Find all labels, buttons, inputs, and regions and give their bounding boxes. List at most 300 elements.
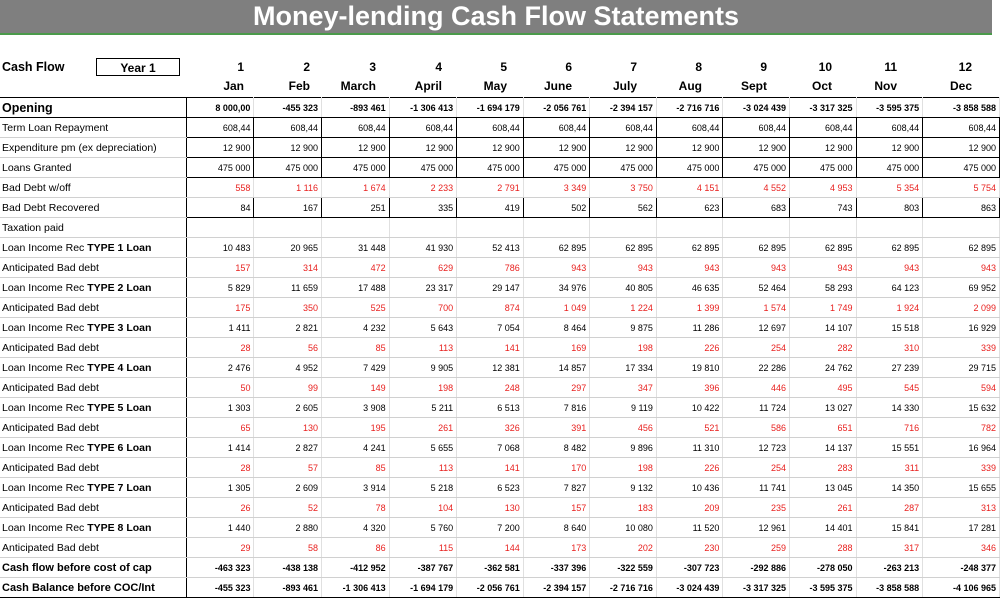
cell-april[interactable]: 9 905: [389, 358, 457, 378]
cell-nov[interactable]: 15 551: [856, 438, 923, 458]
cell-sept[interactable]: 608,44: [723, 118, 790, 138]
cell-dec[interactable]: 17 281: [923, 518, 1000, 538]
cell-aug[interactable]: 11 286: [656, 318, 723, 338]
cell-dec[interactable]: 475 000: [923, 158, 1000, 178]
cell-nov[interactable]: 15 518: [856, 318, 923, 338]
cell-march[interactable]: 85: [322, 338, 390, 358]
cell-june[interactable]: 608,44: [523, 118, 590, 138]
row-label[interactable]: Bad Debt w/off: [0, 178, 186, 198]
cell-feb[interactable]: 167: [254, 198, 322, 218]
cell-nov[interactable]: 62 895: [856, 238, 923, 258]
cell-june[interactable]: 8 464: [523, 318, 590, 338]
cell-may[interactable]: 248: [457, 378, 524, 398]
cell-oct[interactable]: 62 895: [790, 238, 857, 258]
cell-march[interactable]: 4 241: [322, 438, 390, 458]
cell-nov[interactable]: 64 123: [856, 278, 923, 298]
cell-oct[interactable]: 283: [790, 458, 857, 478]
cell-july[interactable]: 475 000: [590, 158, 657, 178]
cell-jan[interactable]: 1 305: [186, 478, 254, 498]
cell-jan[interactable]: 1 303: [186, 398, 254, 418]
cell-nov[interactable]: 310: [856, 338, 923, 358]
cell-jan[interactable]: 1 414: [186, 438, 254, 458]
cell-march[interactable]: [322, 218, 390, 238]
cell-april[interactable]: 5 211: [389, 398, 457, 418]
cell-dec[interactable]: 339: [923, 338, 1000, 358]
row-label[interactable]: Anticipated Bad debt: [0, 258, 186, 278]
cell-nov[interactable]: 716: [856, 418, 923, 438]
cell-sept[interactable]: 4 552: [723, 178, 790, 198]
cell-oct[interactable]: 261: [790, 498, 857, 518]
cell-oct[interactable]: 4 953: [790, 178, 857, 198]
cell-june[interactable]: 12 900: [523, 138, 590, 158]
cell-nov[interactable]: 14 330: [856, 398, 923, 418]
cell-oct[interactable]: 58 293: [790, 278, 857, 298]
cell-april[interactable]: 12 900: [389, 138, 457, 158]
cell-feb[interactable]: 20 965: [254, 238, 322, 258]
cell-dec[interactable]: 12 900: [923, 138, 1000, 158]
cell-feb[interactable]: 2 605: [254, 398, 322, 418]
cell-aug[interactable]: 11 520: [656, 518, 723, 538]
cell-april[interactable]: 5 760: [389, 518, 457, 538]
cell-may[interactable]: [457, 218, 524, 238]
cell-sept[interactable]: 12 961: [723, 518, 790, 538]
cell-dec[interactable]: -248 377: [923, 558, 1000, 578]
cell-dec[interactable]: -3 858 588: [923, 98, 1000, 118]
cell-jan[interactable]: 1 440: [186, 518, 254, 538]
cell-may[interactable]: 7 200: [457, 518, 524, 538]
cell-dec[interactable]: -4 106 965: [923, 578, 1000, 598]
cell-jan[interactable]: 50: [186, 378, 254, 398]
cell-jan[interactable]: 84: [186, 198, 254, 218]
cell-jan[interactable]: 10 483: [186, 238, 254, 258]
cell-feb[interactable]: -455 323: [254, 98, 322, 118]
cell-june[interactable]: 34 976: [523, 278, 590, 298]
cell-dec[interactable]: 943: [923, 258, 1000, 278]
cell-jan[interactable]: 5 829: [186, 278, 254, 298]
cell-july[interactable]: 1 224: [590, 298, 657, 318]
cell-jan[interactable]: 65: [186, 418, 254, 438]
cell-aug[interactable]: 10 422: [656, 398, 723, 418]
cell-dec[interactable]: 608,44: [923, 118, 1000, 138]
cell-april[interactable]: -387 767: [389, 558, 457, 578]
cell-nov[interactable]: 27 239: [856, 358, 923, 378]
cell-march[interactable]: 475 000: [322, 158, 390, 178]
cell-oct[interactable]: 14 137: [790, 438, 857, 458]
cell-june[interactable]: 297: [523, 378, 590, 398]
cell-dec[interactable]: 29 715: [923, 358, 1000, 378]
cell-aug[interactable]: -3 024 439: [656, 578, 723, 598]
cell-aug[interactable]: 1 399: [656, 298, 723, 318]
cell-oct[interactable]: -278 050: [790, 558, 857, 578]
cell-feb[interactable]: 1 116: [254, 178, 322, 198]
row-label[interactable]: Anticipated Bad debt: [0, 498, 186, 518]
row-label[interactable]: Anticipated Bad debt: [0, 338, 186, 358]
cell-april[interactable]: [389, 218, 457, 238]
cell-july[interactable]: 17 334: [590, 358, 657, 378]
cell-july[interactable]: 12 900: [590, 138, 657, 158]
cell-nov[interactable]: 545: [856, 378, 923, 398]
cell-jan[interactable]: 2 476: [186, 358, 254, 378]
cell-sept[interactable]: -3 317 325: [723, 578, 790, 598]
cell-dec[interactable]: 782: [923, 418, 1000, 438]
cell-july[interactable]: -2 394 157: [590, 98, 657, 118]
row-label[interactable]: [0, 358, 186, 378]
cell-feb[interactable]: 608,44: [254, 118, 322, 138]
cell-march[interactable]: 608,44: [322, 118, 390, 138]
cell-march[interactable]: 31 448: [322, 238, 390, 258]
row-label[interactable]: Cash Balance before COC/Int: [0, 578, 186, 598]
cell-sept[interactable]: 235: [723, 498, 790, 518]
cell-june[interactable]: 169: [523, 338, 590, 358]
cell-july[interactable]: -322 559: [590, 558, 657, 578]
cell-aug[interactable]: 230: [656, 538, 723, 558]
cell-sept[interactable]: 943: [723, 258, 790, 278]
cell-nov[interactable]: 311: [856, 458, 923, 478]
cell-aug[interactable]: -307 723: [656, 558, 723, 578]
cell-march[interactable]: 17 488: [322, 278, 390, 298]
cell-may[interactable]: 608,44: [457, 118, 524, 138]
cell-july[interactable]: 347: [590, 378, 657, 398]
cell-nov[interactable]: 15 841: [856, 518, 923, 538]
cell-aug[interactable]: 623: [656, 198, 723, 218]
cell-feb[interactable]: 130: [254, 418, 322, 438]
cell-june[interactable]: 8 640: [523, 518, 590, 538]
cell-april[interactable]: 700: [389, 298, 457, 318]
cell-aug[interactable]: 62 895: [656, 238, 723, 258]
cell-feb[interactable]: 4 952: [254, 358, 322, 378]
cell-dec[interactable]: 15 655: [923, 478, 1000, 498]
cell-aug[interactable]: -2 716 716: [656, 98, 723, 118]
cell-feb[interactable]: 57: [254, 458, 322, 478]
cell-may[interactable]: 6 523: [457, 478, 524, 498]
cell-sept[interactable]: 1 574: [723, 298, 790, 318]
cell-may[interactable]: 419: [457, 198, 524, 218]
cell-feb[interactable]: 350: [254, 298, 322, 318]
cell-may[interactable]: 2 791: [457, 178, 524, 198]
cell-july[interactable]: 608,44: [590, 118, 657, 138]
cell-july[interactable]: 562: [590, 198, 657, 218]
cell-aug[interactable]: 209: [656, 498, 723, 518]
cell-oct[interactable]: 743: [790, 198, 857, 218]
cell-aug[interactable]: 608,44: [656, 118, 723, 138]
cell-june[interactable]: 943: [523, 258, 590, 278]
cell-sept[interactable]: 52 464: [723, 278, 790, 298]
cell-april[interactable]: 41 930: [389, 238, 457, 258]
cell-may[interactable]: 144: [457, 538, 524, 558]
row-label[interactable]: Anticipated Bad debt: [0, 418, 186, 438]
cell-oct[interactable]: 24 762: [790, 358, 857, 378]
cell-march[interactable]: 472: [322, 258, 390, 278]
cell-aug[interactable]: 396: [656, 378, 723, 398]
cell-may[interactable]: 141: [457, 458, 524, 478]
cell-july[interactable]: 202: [590, 538, 657, 558]
cell-nov[interactable]: 1 924: [856, 298, 923, 318]
cell-march[interactable]: 86: [322, 538, 390, 558]
cell-jan[interactable]: 608,44: [186, 118, 254, 138]
cell-may[interactable]: 6 513: [457, 398, 524, 418]
cell-oct[interactable]: -3 317 325: [790, 98, 857, 118]
cell-june[interactable]: 62 895: [523, 238, 590, 258]
cell-jan[interactable]: -463 323: [186, 558, 254, 578]
cell-june[interactable]: 173: [523, 538, 590, 558]
cell-june[interactable]: 14 857: [523, 358, 590, 378]
row-label[interactable]: Term Loan Repayment: [0, 118, 186, 138]
cell-june[interactable]: 170: [523, 458, 590, 478]
cell-march[interactable]: 4 232: [322, 318, 390, 338]
year-selector[interactable]: Year 1: [96, 58, 180, 76]
cell-march[interactable]: 525: [322, 298, 390, 318]
cell-feb[interactable]: -438 138: [254, 558, 322, 578]
cell-sept[interactable]: 475 000: [723, 158, 790, 178]
cell-june[interactable]: 8 482: [523, 438, 590, 458]
cell-dec[interactable]: 16 964: [923, 438, 1000, 458]
cell-aug[interactable]: 46 635: [656, 278, 723, 298]
cell-march[interactable]: 251: [322, 198, 390, 218]
cell-jan[interactable]: 1 411: [186, 318, 254, 338]
cell-aug[interactable]: 11 310: [656, 438, 723, 458]
cell-sept[interactable]: 254: [723, 338, 790, 358]
cell-oct[interactable]: 14 107: [790, 318, 857, 338]
cell-aug[interactable]: 226: [656, 338, 723, 358]
cell-aug[interactable]: 943: [656, 258, 723, 278]
cell-oct[interactable]: 651: [790, 418, 857, 438]
cell-sept[interactable]: 586: [723, 418, 790, 438]
cell-nov[interactable]: -3 858 588: [856, 578, 923, 598]
cell-july[interactable]: 9 875: [590, 318, 657, 338]
cell-aug[interactable]: 226: [656, 458, 723, 478]
cell-oct[interactable]: [790, 218, 857, 238]
cell-april[interactable]: 335: [389, 198, 457, 218]
cell-feb[interactable]: -893 461: [254, 578, 322, 598]
cell-nov[interactable]: -263 213: [856, 558, 923, 578]
cell-jan[interactable]: 157: [186, 258, 254, 278]
cell-march[interactable]: 1 674: [322, 178, 390, 198]
cell-jan[interactable]: 175: [186, 298, 254, 318]
row-label[interactable]: Opening: [0, 98, 186, 118]
cell-april[interactable]: 23 317: [389, 278, 457, 298]
cell-july[interactable]: [590, 218, 657, 238]
cell-jan[interactable]: [186, 218, 254, 238]
cell-july[interactable]: 198: [590, 458, 657, 478]
cell-may[interactable]: -362 581: [457, 558, 524, 578]
cell-aug[interactable]: 521: [656, 418, 723, 438]
row-label[interactable]: Anticipated Bad debt: [0, 378, 186, 398]
cell-oct[interactable]: 14 401: [790, 518, 857, 538]
cell-may[interactable]: 475 000: [457, 158, 524, 178]
cell-nov[interactable]: 317: [856, 538, 923, 558]
cell-april[interactable]: 5 643: [389, 318, 457, 338]
row-label[interactable]: Loans Granted: [0, 158, 186, 178]
cell-july[interactable]: 62 895: [590, 238, 657, 258]
cell-march[interactable]: 78: [322, 498, 390, 518]
cell-march[interactable]: 4 320: [322, 518, 390, 538]
cell-feb[interactable]: 475 000: [254, 158, 322, 178]
cell-aug[interactable]: 19 810: [656, 358, 723, 378]
cell-june[interactable]: 7 827: [523, 478, 590, 498]
cell-oct[interactable]: -3 595 375: [790, 578, 857, 598]
cell-sept[interactable]: 11 724: [723, 398, 790, 418]
cell-nov[interactable]: 803: [856, 198, 923, 218]
cell-april[interactable]: 608,44: [389, 118, 457, 138]
cell-feb[interactable]: [254, 218, 322, 238]
cell-april[interactable]: 104: [389, 498, 457, 518]
row-label[interactable]: Expenditure pm (ex depreciation): [0, 138, 186, 158]
row-label[interactable]: Anticipated Bad debt: [0, 538, 186, 558]
cell-oct[interactable]: 475 000: [790, 158, 857, 178]
cell-june[interactable]: 502: [523, 198, 590, 218]
cell-sept[interactable]: 683: [723, 198, 790, 218]
row-label[interactable]: [0, 278, 186, 298]
cell-april[interactable]: 629: [389, 258, 457, 278]
cell-jan[interactable]: 475 000: [186, 158, 254, 178]
cell-nov[interactable]: 475 000: [856, 158, 923, 178]
cell-june[interactable]: 1 049: [523, 298, 590, 318]
cell-april[interactable]: 261: [389, 418, 457, 438]
cell-may[interactable]: 874: [457, 298, 524, 318]
cell-dec[interactable]: 339: [923, 458, 1000, 478]
cell-dec[interactable]: 16 929: [923, 318, 1000, 338]
cell-feb[interactable]: 2 827: [254, 438, 322, 458]
cell-july[interactable]: 198: [590, 338, 657, 358]
cell-oct[interactable]: 288: [790, 538, 857, 558]
cell-feb[interactable]: 12 900: [254, 138, 322, 158]
cell-oct[interactable]: 608,44: [790, 118, 857, 138]
cell-aug[interactable]: [656, 218, 723, 238]
cell-oct[interactable]: 1 749: [790, 298, 857, 318]
cell-june[interactable]: [523, 218, 590, 238]
cell-sept[interactable]: 11 741: [723, 478, 790, 498]
cell-oct[interactable]: 12 900: [790, 138, 857, 158]
cell-nov[interactable]: -3 595 375: [856, 98, 923, 118]
cell-aug[interactable]: 475 000: [656, 158, 723, 178]
cell-oct[interactable]: 13 045: [790, 478, 857, 498]
cell-nov[interactable]: 14 350: [856, 478, 923, 498]
row-label[interactable]: Cash flow before cost of cap: [0, 558, 186, 578]
cell-nov[interactable]: 287: [856, 498, 923, 518]
cell-july[interactable]: 9 119: [590, 398, 657, 418]
cell-july[interactable]: 183: [590, 498, 657, 518]
cell-dec[interactable]: 62 895: [923, 238, 1000, 258]
cell-july[interactable]: 10 080: [590, 518, 657, 538]
cell-dec[interactable]: 313: [923, 498, 1000, 518]
cell-nov[interactable]: [856, 218, 923, 238]
cell-jan[interactable]: 28: [186, 338, 254, 358]
cell-oct[interactable]: 943: [790, 258, 857, 278]
cell-march[interactable]: 3 914: [322, 478, 390, 498]
cell-sept[interactable]: 446: [723, 378, 790, 398]
cell-feb[interactable]: 58: [254, 538, 322, 558]
row-label[interactable]: [0, 518, 186, 538]
cell-april[interactable]: 475 000: [389, 158, 457, 178]
row-label[interactable]: Anticipated Bad debt: [0, 458, 186, 478]
cell-feb[interactable]: 2 821: [254, 318, 322, 338]
cell-jan[interactable]: 29: [186, 538, 254, 558]
cell-march[interactable]: 7 429: [322, 358, 390, 378]
cell-may[interactable]: 786: [457, 258, 524, 278]
cell-feb[interactable]: 52: [254, 498, 322, 518]
cell-sept[interactable]: 12 723: [723, 438, 790, 458]
cell-jan[interactable]: -455 323: [186, 578, 254, 598]
cell-jan[interactable]: 8 000,00: [186, 98, 254, 118]
cell-sept[interactable]: 22 286: [723, 358, 790, 378]
cell-dec[interactable]: 5 754: [923, 178, 1000, 198]
cell-april[interactable]: 115: [389, 538, 457, 558]
cell-march[interactable]: 3 908: [322, 398, 390, 418]
cell-april[interactable]: -1 694 179: [389, 578, 457, 598]
cell-may[interactable]: -1 694 179: [457, 98, 524, 118]
cell-sept[interactable]: -3 024 439: [723, 98, 790, 118]
cell-june[interactable]: 157: [523, 498, 590, 518]
cell-nov[interactable]: 12 900: [856, 138, 923, 158]
cell-may[interactable]: 326: [457, 418, 524, 438]
cell-july[interactable]: 3 750: [590, 178, 657, 198]
cell-dec[interactable]: 69 952: [923, 278, 1000, 298]
row-label[interactable]: [0, 478, 186, 498]
cell-feb[interactable]: 314: [254, 258, 322, 278]
cell-sept[interactable]: 12 697: [723, 318, 790, 338]
cell-sept[interactable]: 254: [723, 458, 790, 478]
cell-feb[interactable]: 11 659: [254, 278, 322, 298]
cell-nov[interactable]: 5 354: [856, 178, 923, 198]
cell-april[interactable]: 2 233: [389, 178, 457, 198]
cell-nov[interactable]: 608,44: [856, 118, 923, 138]
cell-feb[interactable]: 2 609: [254, 478, 322, 498]
row-label[interactable]: [0, 318, 186, 338]
cell-feb[interactable]: 99: [254, 378, 322, 398]
cell-dec[interactable]: [923, 218, 1000, 238]
cell-march[interactable]: 12 900: [322, 138, 390, 158]
cell-may[interactable]: -2 056 761: [457, 578, 524, 598]
cell-nov[interactable]: 943: [856, 258, 923, 278]
cell-sept[interactable]: 12 900: [723, 138, 790, 158]
cell-may[interactable]: 7 054: [457, 318, 524, 338]
cell-april[interactable]: -1 306 413: [389, 98, 457, 118]
cell-april[interactable]: 5 218: [389, 478, 457, 498]
cell-march[interactable]: -893 461: [322, 98, 390, 118]
cell-feb[interactable]: 56: [254, 338, 322, 358]
cell-july[interactable]: 9 896: [590, 438, 657, 458]
row-label[interactable]: [0, 438, 186, 458]
cell-july[interactable]: 40 805: [590, 278, 657, 298]
cell-may[interactable]: 141: [457, 338, 524, 358]
cell-sept[interactable]: [723, 218, 790, 238]
cell-may[interactable]: 12 900: [457, 138, 524, 158]
cell-aug[interactable]: 10 436: [656, 478, 723, 498]
row-label[interactable]: Bad Debt Recovered: [0, 198, 186, 218]
cell-sept[interactable]: 259: [723, 538, 790, 558]
cell-jan[interactable]: 558: [186, 178, 254, 198]
row-label[interactable]: Taxation paid: [0, 218, 186, 238]
row-label[interactable]: Anticipated Bad debt: [0, 298, 186, 318]
cell-april[interactable]: 113: [389, 338, 457, 358]
cell-jan[interactable]: 28: [186, 458, 254, 478]
cell-dec[interactable]: 594: [923, 378, 1000, 398]
cell-jan[interactable]: 26: [186, 498, 254, 518]
cell-oct[interactable]: 495: [790, 378, 857, 398]
cell-sept[interactable]: 62 895: [723, 238, 790, 258]
cell-feb[interactable]: 2 880: [254, 518, 322, 538]
cell-june[interactable]: 3 349: [523, 178, 590, 198]
cell-june[interactable]: -337 396: [523, 558, 590, 578]
cell-dec[interactable]: 15 632: [923, 398, 1000, 418]
cell-april[interactable]: 113: [389, 458, 457, 478]
cell-july[interactable]: 9 132: [590, 478, 657, 498]
cell-june[interactable]: 391: [523, 418, 590, 438]
cell-march[interactable]: -1 306 413: [322, 578, 390, 598]
cell-march[interactable]: 149: [322, 378, 390, 398]
cell-may[interactable]: 130: [457, 498, 524, 518]
cell-may[interactable]: 12 381: [457, 358, 524, 378]
